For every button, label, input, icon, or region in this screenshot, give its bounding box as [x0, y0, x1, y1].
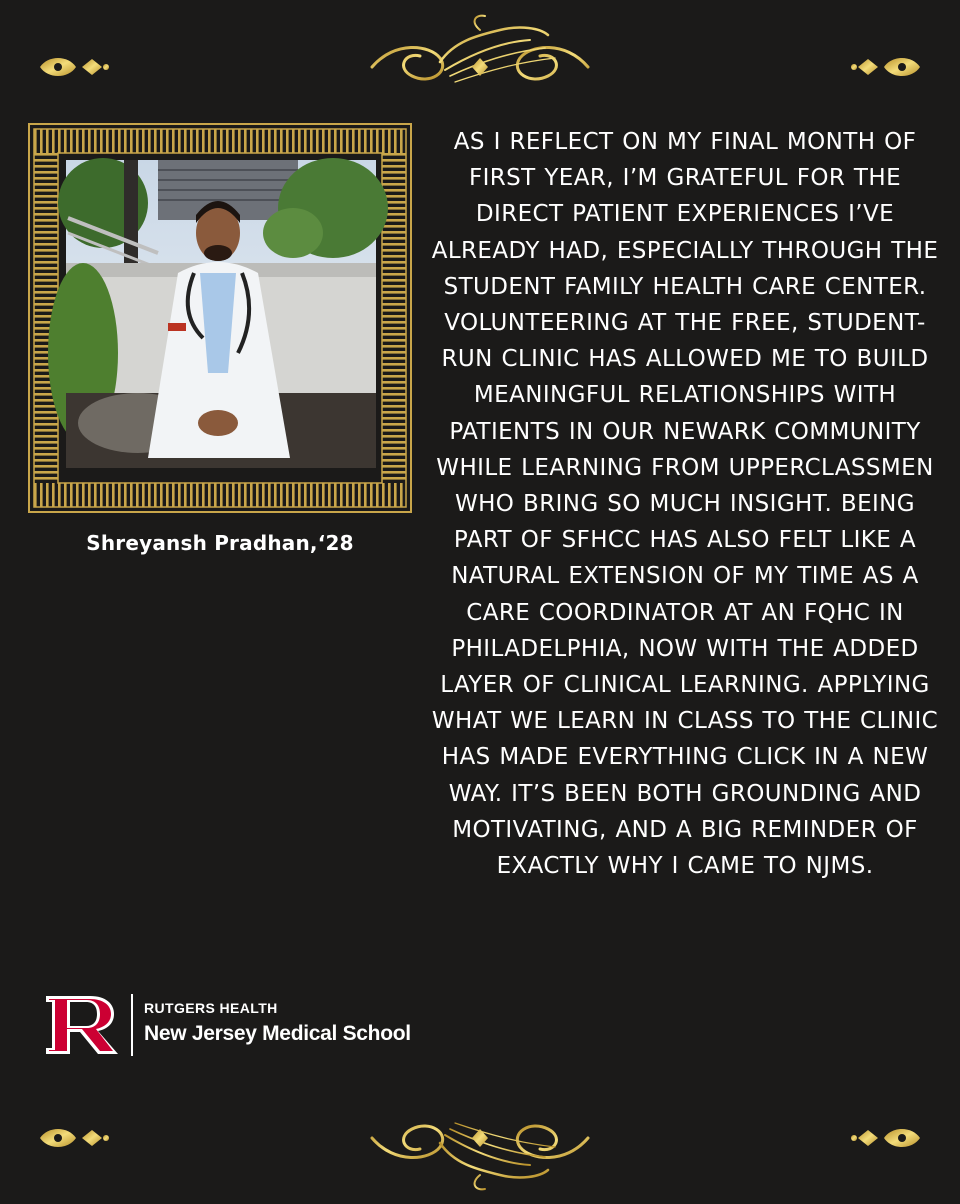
top-gold-flourish-divider — [0, 0, 960, 120]
rutgers-njms-logo — [42, 990, 422, 1062]
flourish-icon — [0, 1080, 960, 1200]
logo-line-rutgers-health: RUTGERS HEALTH — [144, 1000, 278, 1016]
portrait-photo-frame — [28, 123, 412, 513]
flourish-icon — [0, 0, 960, 120]
student-name-caption: Shreyansh Pradhan,‘28 — [86, 531, 354, 555]
portrait-photo — [48, 158, 388, 468]
testimonial-quote: AS I REFLECT ON MY FINAL MONTH OF FIRST YEAR, I’M GRATEFUL FOR THE DIRECT PATIENT EXPERIENCES I’VE ALREADY HAD, ESPECIALLY THROUGH THE STUDENT FAMILY HEALTH CARE CENTER. VOLUNTEERING AT THE FREE, STUDENT-RUN CLINIC HAS ALLOWED ME TO BUILD MEANINGFUL RELATIONSHIPS WITH PATIENTS IN OUR NEWARK COMMUNITY WHILE LEARNING FROM UPPERCLASSMEN WHO BRING SO MUCH INSIGHT. BEING PART OF SFHCC HAS ALSO FELT LIKE A NATURAL EXTENSION OF MY TIME AS A CARE COORDINATOR AT AN FQHC IN PHILADELPHIA, NOW WITH THE ADDED LAYER OF CLINICAL LEARNING. APPLYING WHAT WE LEARN IN CLASS TO THE CLINIC HAS MADE EVERYTHING CLICK IN A NEW WAY. IT’S BEEN BOTH GROUNDING AND MOTIVATING, AND A BIG REMINDER OF EXACTLY WHY I CAME TO NJMS. — [431, 129, 939, 880]
rutgers-r-logo-icon — [42, 992, 122, 1058]
logo-divider — [131, 994, 133, 1056]
striped-frame-icon — [28, 123, 412, 513]
logo-line-njms: New Jersey Medical School — [144, 1022, 411, 1045]
bottom-gold-flourish-divider — [0, 1080, 960, 1200]
